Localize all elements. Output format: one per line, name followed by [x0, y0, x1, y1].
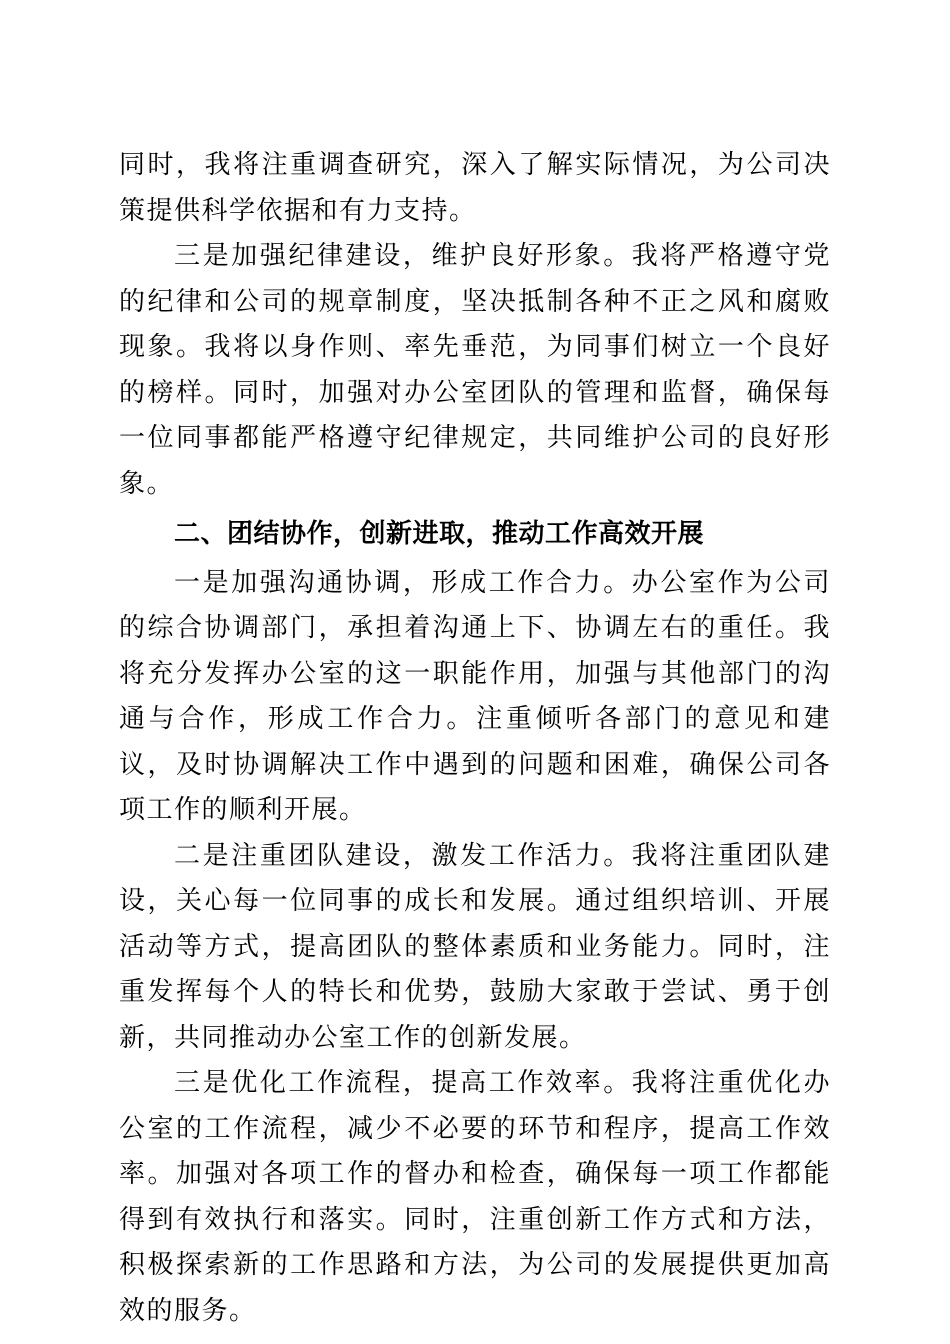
paragraph-workflow: 三是优化工作流程，提高工作效率。我将注重优化办公室的工作流程，减少不必要的环节和程序，提高工作效率。加强对各项工作的督办和检查，确保每一项工作都能得到有效执行和落实。同时，注重创新工作方式和方法，积极探索新的工作思路和方法，为公司的发展提供更加高效的服务。	[119, 1068, 831, 1326]
paragraph-continued: 同时，我将注重调查研究，深入了解实际情况，为公司决策提供科学依据和有力支持。	[119, 150, 831, 226]
document-body	[119, 143, 831, 1334]
paragraph-discipline: 三是加强纪律建设，维护良好形象。我将严格遵守党的纪律和公司的规章制度，坚决抵制各种不正之风和腐败现象。我将以身作则、率先垂范，为同事们树立一个良好的榜样。同时，加强对办公室团队的管理和监督，确保每一位同事都能严格遵守纪律规定，共同维护公司的良好形象。	[119, 241, 831, 499]
paragraph-team-building: 二是注重团队建设，激发工作活力。我将注重团队建设，关心每一位同事的成长和发展。通过组织培训、开展活动等方式，提高团队的整体素质和业务能力。同时，注重发挥每个人的特长和优势，鼓励大家敢于尝试、勇于创新，共同推动办公室工作的创新发展。	[119, 840, 831, 1053]
section-heading: 二、团结协作，创新进取，推动工作高效开展	[174, 519, 705, 549]
paragraph-communication: 一是加强沟通协调，形成工作合力。办公室作为公司的综合协调部门，承担着沟通上下、协调左右的重任。我将充分发挥办公室的这一职能作用，加强与其他部门的沟通与合作，形成工作合力。注重倾听各部门的意见和建议，及时协调解决工作中遇到的问题和困难，确保公司各项工作的顺利开展。	[119, 567, 831, 825]
